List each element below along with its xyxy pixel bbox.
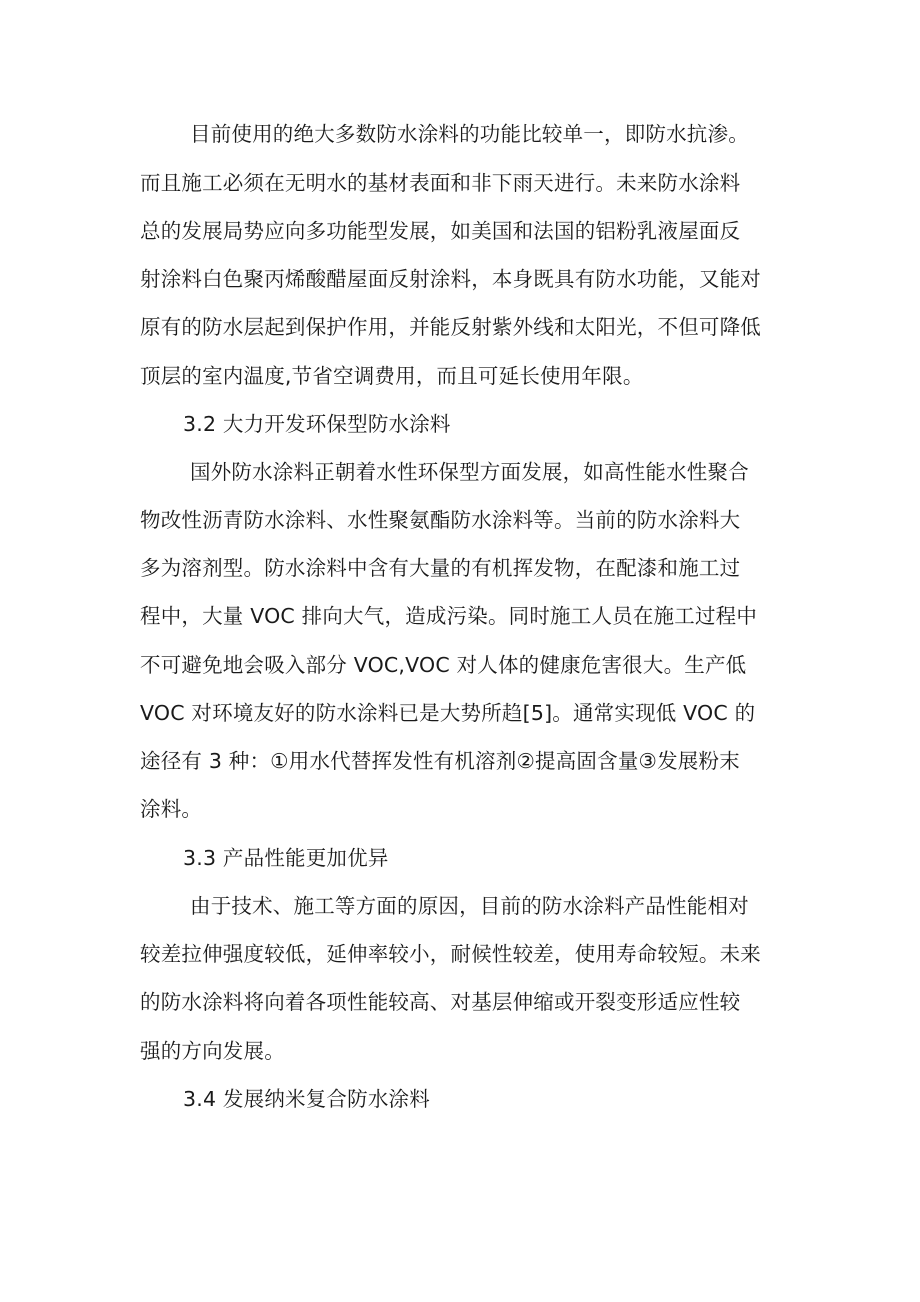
section-heading-3-2: 3.2 大力开发环保型防水涂料: [183, 412, 451, 436]
paragraph-3-line-3: 的防水涂料将向着各项性能较高、对基层伸缩或开裂变形适应性较: [140, 990, 741, 1014]
paragraph-2-line-5: 不可避免地会吸入部分 VOC,VOC 对人体的健康危害很大。生产低: [140, 653, 747, 677]
paragraph-2-line-1: 国外防水涂料正朝着水性环保型方面发展，如高性能水性聚合: [190, 460, 749, 484]
paragraph-1-line-3: 总的发展局势应向多功能型发展，如美国和法国的铝粉乳液屋面反: [140, 219, 741, 243]
paragraph-2-line-7: 途径有 3 种：①用水代替挥发性有机溶剂②提高固含量③发展粉末: [140, 749, 740, 773]
section-heading-3-4: 3.4 发展纳米复合防水涂料: [183, 1087, 430, 1111]
paragraph-2-line-3: 多为溶剂型。防水涂料中含有大量的有机挥发物，在配漆和施工过: [140, 556, 741, 580]
paragraph-1-line-2: 而且施工必须在无明水的基材表面和非下雨天进行。未来防水涂料: [140, 171, 741, 195]
paragraph-2-line-2: 物改性沥青防水涂料、水性聚氨酯防水涂料等。当前的防水涂料大: [140, 508, 741, 532]
paragraph-2-line-4: 程中，大量 VOC 排向大气，造成污染。同时施工人员在施工过程中: [140, 604, 758, 628]
paragraph-1-line-4: 射涂料白色聚丙烯酸醋屋面反射涂料，本身既具有防水功能，又能对: [140, 267, 761, 291]
paragraph-1-line-1: 目前使用的绝大多数防水涂料的功能比较单一，即防水抗渗。: [190, 122, 749, 146]
paragraph-2-line-8: 涂料。: [140, 797, 203, 821]
paragraph-1-line-5: 原有的防水层起到保护作用，并能反射紫外线和太阳光，不但可降低: [140, 315, 761, 339]
paragraph-3-line-1: 由于技术、施工等方面的原因，目前的防水涂料产品性能相对: [190, 894, 749, 918]
paragraph-3-line-4: 强的方向发展。: [140, 1039, 285, 1063]
paragraph-1-line-6: 顶层的室内温度,节省空调费用，而且可延长使用年限。: [140, 364, 644, 388]
paragraph-2-line-6: VOC 对环境友好的防水涂料已是大势所趋[5]。通常实现低 VOC 的: [140, 701, 756, 725]
section-heading-3-3: 3.3 产品性能更加优异: [183, 846, 389, 870]
paragraph-3-line-2: 较差拉伸强度较低，延伸率较小，耐候性较差，使用寿命较短。未来: [140, 942, 761, 966]
